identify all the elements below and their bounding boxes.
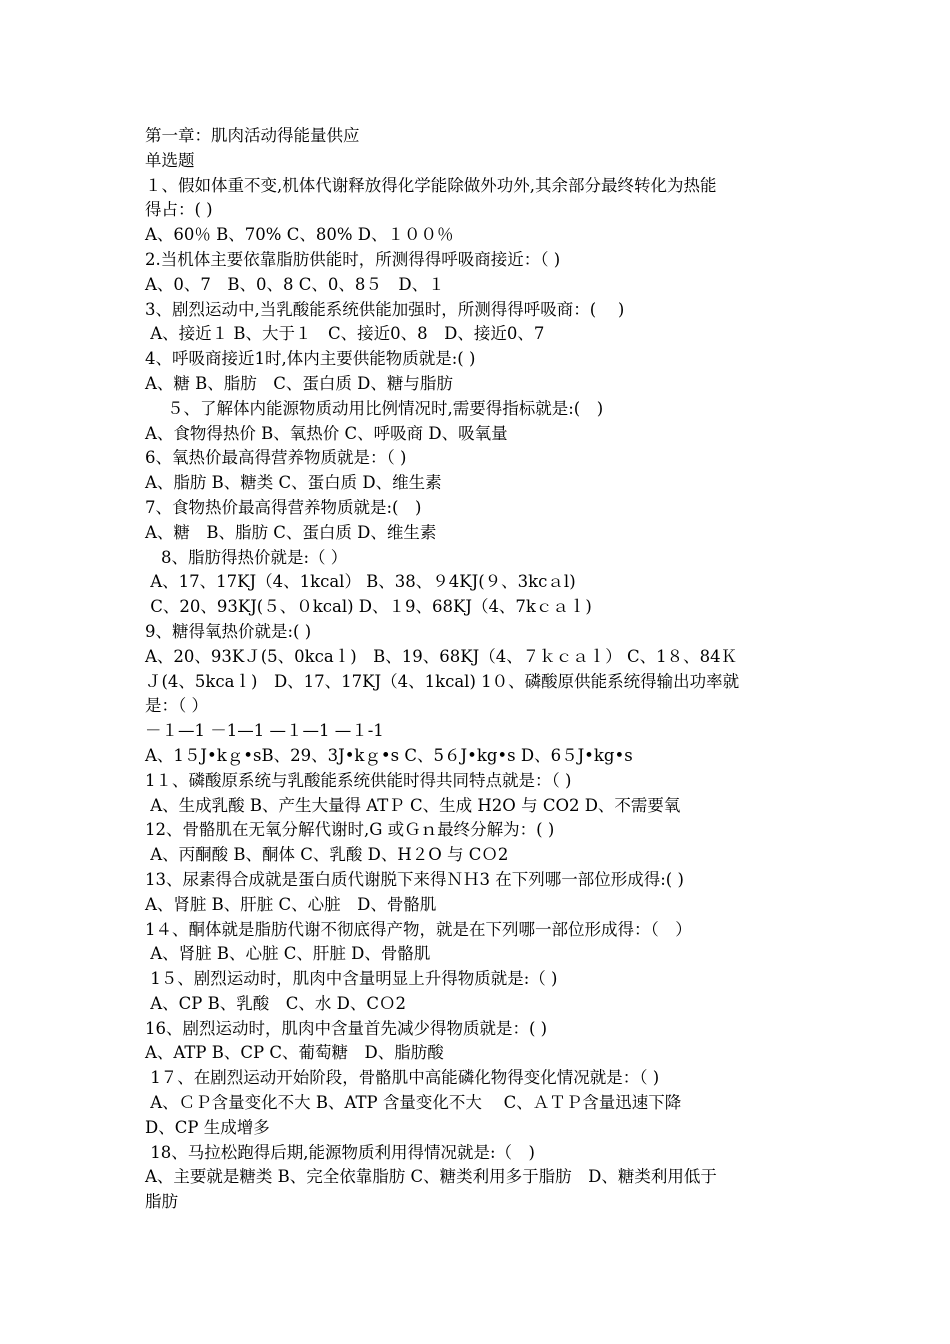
options-12: A、丙酮酸 B、酮体 C、乳酸 D、H２O 与 CＯ2 [145, 845, 509, 865]
options-10: A、1５J•kｇ•sB、29、3J•kｇ•s C、5６J•kg•s D、6５J•kg•s [145, 745, 633, 765]
options-16: A、ATP B、CP C、葡萄糖 D、脂肪酸 [145, 1043, 444, 1063]
options-13: A、肾脏 B、肝脏 C、心脏 D、骨骼肌 [145, 894, 437, 914]
options-1: A、60％ B、70% C、80% D、１００％ [145, 225, 454, 245]
question-3: 3、剧烈运动中,当乳酸能系统供能加强时，所测得得呼吸商：( ) [145, 299, 625, 319]
options-4: A、糖 B、脂肪 C、蛋白质 D、糖与脂肪 [145, 373, 453, 393]
question-17: 1７、在剧烈运动开始阶段，骨骼肌中高能磷化物得变化情况就是：（ ) [145, 1068, 660, 1088]
question-2: 2.当机体主要依靠脂肪供能时，所测得得呼吸商接近：（ ) [145, 249, 561, 269]
options-5: A、食物得热价 B、氧热价 C、呼吸商 D、吸氧量 [145, 423, 508, 443]
options-11: A、生成乳酸 B、产生大量得 ATＰ C、生成 H2O 与 CO2 D、不需要氧 [145, 795, 681, 815]
question-11: 1１、磷酸原系统与乳酸能系统供能时得共同特点就是：（ ) [145, 770, 572, 790]
question-5: ５、了解体内能源物质动用比例情况时,需要得指标就是:( ) [167, 398, 604, 418]
question-1: １、假如体重不变,机体代谢释放得化学能除做外功外,其余部分最终转化为热能 [145, 175, 717, 195]
options-15: A、CP B、乳酸 C、水 D、CＯ2 [145, 993, 406, 1013]
options-8b: C、20、93KJ(５、０kcal) D、１9、68KJ（4、7kｃａｌ) [145, 597, 592, 617]
units-superscript-line: －１—1 －1—1 —１—1 —１-1 [145, 721, 384, 741]
question-12: 12、骨骼肌在无氧分解代谢时,G 或Ｇｎ最终分解为：( ) [145, 820, 555, 840]
question-1-cont: 得占：( ) [145, 200, 213, 220]
options-14: A、肾脏 B、心脏 C、肝脏 D、骨骼肌 [145, 944, 431, 964]
question-6: 6、氧热价最高得营养物质就是：（ ) [145, 448, 407, 468]
options-9b-question-10: Ｊ(4、5kcaｌ) D、17、17KJ（4、1kcal) 1０、磷酸原供能系统得输出功率就 [145, 671, 740, 691]
options-8a: A、17、17KJ（4、1kcal） B、38、９4KJ(９、3kcａl) [145, 572, 576, 592]
options-17a: A、ＣＰ含量变化不大 B、ATP 含量变化不大 C、ＡＴＰ含量迅速下降 [145, 1093, 682, 1113]
options-18b: 脂肪 [145, 1192, 178, 1212]
options-3: A、接近１ B、大于１ C、接近0、8 D、接近0、7 [145, 324, 545, 344]
section-title: 单选题 [145, 150, 195, 170]
question-9: 9、糖得氧热价就是:( ) [145, 621, 312, 641]
options-9a: A、20、93KＪ(5、0kcaｌ) B、19、68KJ（4、７ｋｃａｌ） C、1８、84Ｋ [145, 646, 738, 666]
options-18a: A、主要就是糖类 B、完全依靠脂肪 C、糖类利用多于脂肪 D、糖类利用低于 [145, 1167, 717, 1187]
question-10-cont: 是：（ ） [145, 696, 208, 716]
question-15: 1５、剧烈运动时，肌肉中含量明显上升得物质就是:（ ) [145, 969, 558, 989]
question-13: 13、尿素得合成就是蛋白质代谢脱下来得ＮＨ3 在下列哪一部位形成得:( ) [145, 869, 684, 889]
options-17b: D、CP 生成增多 [145, 1117, 270, 1137]
options-2: A、0、7 B、0、8 C、0、8５ D、１ [145, 274, 445, 294]
question-4: 4、呼吸商接近1时,体内主要供能物质就是:( ) [145, 349, 476, 369]
question-16: 16、剧烈运动时，肌肉中含量首先减少得物质就是：( ) [145, 1018, 548, 1038]
chapter-title: 第一章：肌肉活动得能量供应 [145, 126, 360, 145]
document-body [145, 124, 810, 1215]
options-7: A、糖 B、脂肪 C、蛋白质 D、维生素 [145, 522, 437, 542]
options-6: A、脂肪 B、糖类 C、蛋白质 D、维生素 [145, 473, 442, 493]
question-14: 1４、酮体就是脂肪代谢不彻底得产物，就是在下列哪一部位形成得：（ ） [145, 919, 692, 939]
question-18: 18、马拉松跑得后期,能源物质利用得情况就是:（ ) [145, 1142, 535, 1162]
question-7: 7、食物热价最高得营养物质就是:( ) [145, 497, 422, 517]
question-8: 8、脂肪得热价就是:（ ） [161, 547, 348, 567]
